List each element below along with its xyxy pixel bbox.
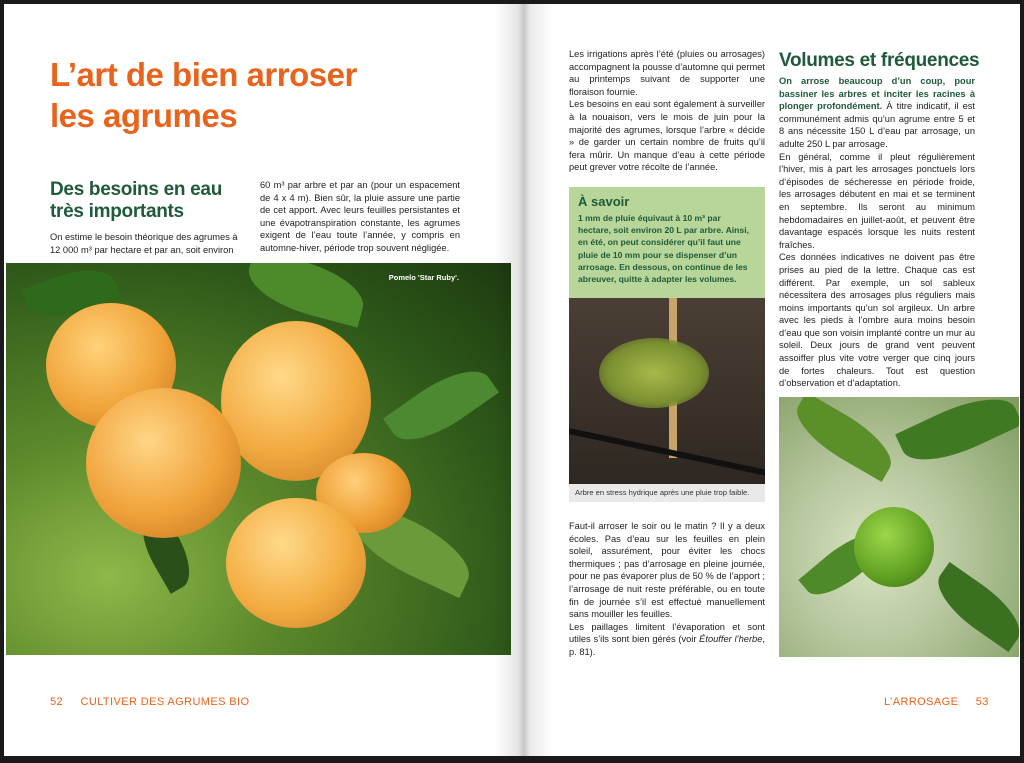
section-heading-volumes: Volumes et fréquences xyxy=(779,50,980,71)
volumes-lead-bold: On arrose beaucoup d’un coup, pour bassiner les arbres et inciter les racines à plonger profondément. xyxy=(779,76,975,112)
photo-caption-pomelo: Pomelo 'Star Ruby'. xyxy=(388,273,459,282)
volumes-text xyxy=(779,75,975,390)
green-citrus-fruit xyxy=(854,507,934,587)
pomelo-fruit xyxy=(226,498,366,628)
a-savoir-box xyxy=(569,187,765,298)
section-heading-line-2: très importants xyxy=(50,201,184,222)
page-title-line-2: les agrumes xyxy=(50,97,238,134)
book-spread xyxy=(4,4,1020,756)
a-savoir-heading: À savoir xyxy=(578,194,630,209)
young-tree-photo xyxy=(569,298,765,484)
footer-right xyxy=(884,696,989,708)
intro-paragraph-2: Les besoins en eau sont également à surveiller à la nouaison, vers le mois de juin pour la majorité des agrumes, lorsque l’arbre « décide » de garder un certain nombre de fruits qu’il fera mûrir. Un manque d’eau à cette période peut grever votre récolte de l’année. xyxy=(569,99,765,173)
drip-hose xyxy=(569,428,765,478)
lower-paragraph-1: Faut-il arroser le soir ou le matin ? Il y a deux écoles. Pas d’eau sur les feuilles en plein soleil, assurément, pour éviter les chocs thermiques ; pas d’arrosage en pleine journée, pour ne pas évaporer plus de 50 % de l’apport ; l’arrosage de nuit reste préférable, ou en toute fin de journée s’il est effectué manuellement sans mouiller les feuilles. xyxy=(569,521,765,620)
lower-text xyxy=(569,520,765,659)
volumes-paragraph-1: En général, comme il pleut régulièrement l’hiver, mis à part les arrosages ponctuels lors d’épisodes de sécheresse en période froide, les arrosages débutent en mai et se terminent en septembre. Ils seront au minimum hebdomadaires en juillet-août, et peuvent être davantage espacés lorsque les nuits restent fraîches. xyxy=(779,151,975,250)
page-number-left: 52 xyxy=(50,696,64,708)
mulch-text-italic: Étouffer l’herbe xyxy=(699,634,763,645)
young-tree-foliage xyxy=(599,338,709,408)
pomelo-photo xyxy=(6,263,511,655)
body-text-col2: 60 m³ par arbre et par an (pour un espacement de 4 x 4 m). Bien sûr, la pluie assure une partie de cet apport. Avec leurs feuilles persistantes et une évapotranspiration constante, les agrumes exigent de l’eau toute l’année, y compris en automne-hiver, période trop souvent négligée. xyxy=(260,180,460,253)
page-number-right: 53 xyxy=(975,696,989,708)
running-title-right: L’ARROSAGE xyxy=(884,696,959,708)
volumes-lead xyxy=(779,75,975,151)
tree-photo-caption: Arbre en stress hydrique après une pluie trop faible. xyxy=(569,484,765,502)
footer-left xyxy=(50,696,249,708)
body-text-col1: On estime le besoin théorique des agrumes à 12 000 m³ par hectare et par an, soit environ xyxy=(50,232,238,255)
intro-text xyxy=(569,48,765,174)
section-heading-besoins xyxy=(50,179,222,223)
intro-paragraph-1: Les irrigations après l’été (pluies ou arrosages) accompagnent la pousse d’automne qui permet au printemps suivant de supporter une floraison fournie. xyxy=(569,49,765,97)
mulch-text-before: Les paillages limitent l’évaporation et sont utiles s’ils sont bien gérés (voir xyxy=(569,621,765,645)
mulch-paragraph xyxy=(569,621,765,659)
volumes-lead-rest: À titre indicatif, il est communément admis qu’un agrume entre 5 et 8 ans nécessite 150 L d’eau par arrosage, un adulte 250 L par arrosage. xyxy=(779,101,975,149)
volumes-paragraph-2: Ces données indicatives ne doivent pas être prises au pied de la lettre. Chaque cas est différent. Par exemple, un sol sableux nécessitera des arrosages plus réguliers mais moins importants qu’un sol argileux. Un arbre avec les pieds à l’ombre aura moins besoin d’eau que son voisin implanté contre un mur au soleil. Deux jours de grand vent peuvent assoiffer plus vite votre verger que cinq jours de fortes chaleurs. Tout est question d’observation et d’adaptation. xyxy=(779,252,975,389)
section-heading-line-1: Des besoins en eau xyxy=(50,179,223,200)
running-title-left: CULTIVER DES AGRUMES BIO xyxy=(80,696,250,708)
pomelo-fruit xyxy=(86,388,241,538)
mulch-text-after: , p. 81). xyxy=(569,634,765,657)
page-title-line-1: L’art de bien arroser xyxy=(50,56,357,93)
green-citrus-photo xyxy=(779,397,1019,657)
page-title xyxy=(50,54,357,136)
a-savoir-text: 1 mm de pluie équivaut à 10 m³ par hectare, soit environ 20 L par arbre. Ainsi, en été, on peut considérer qu’il faut une pluie de 10 mm pour se dispenser d’un arrosage. En dessous, on continue de les abreuver, quitte à adapter les volumes. xyxy=(578,213,749,285)
